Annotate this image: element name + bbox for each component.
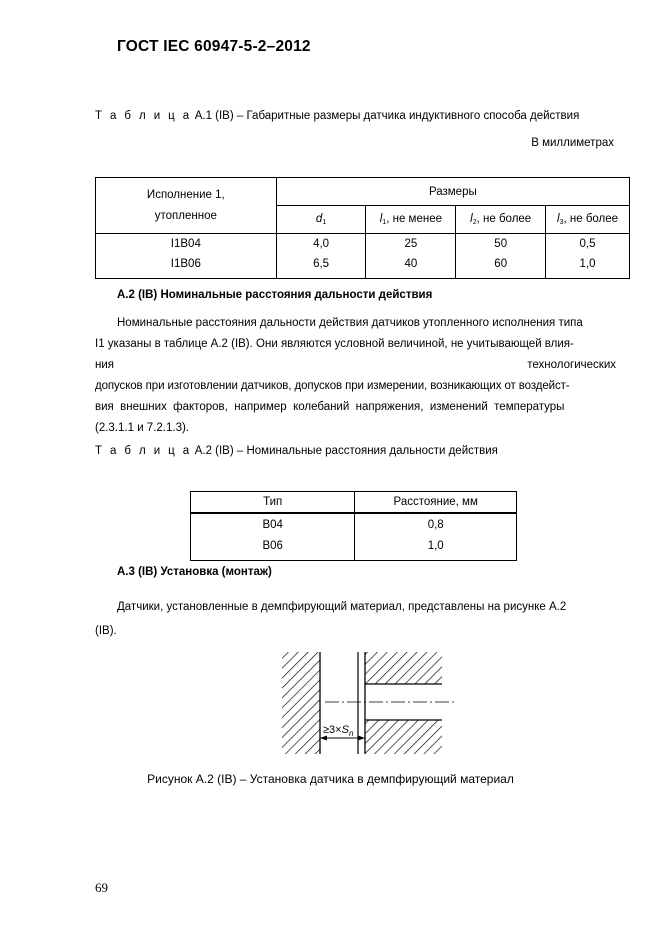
table-row xyxy=(191,535,517,561)
paragraph-line: Номинальные расстояния дальности действия датчиков утопленного исполнения типа xyxy=(117,317,583,329)
table-cell: 6,5 xyxy=(276,254,366,279)
table-cell: В06 xyxy=(191,535,355,561)
table1-units: В миллиметрах xyxy=(531,137,614,149)
table-cell: 60 xyxy=(456,254,546,279)
l2-symbol: l xyxy=(470,213,473,225)
page-number: 69 xyxy=(95,880,108,895)
paragraph-word: ния xyxy=(95,359,115,371)
paragraph-line: допусков при изготовлении датчиков, допусков при измерении, возникающих от воздейст- xyxy=(95,380,570,392)
table-cell: 0,8 xyxy=(355,513,517,535)
table2-caption-word: Т а б л и ц а xyxy=(95,445,192,457)
l3-text: , не более xyxy=(563,213,619,225)
dimensions-table xyxy=(95,177,630,279)
dimension-label-var: S xyxy=(341,724,349,736)
col-header-l3 xyxy=(546,206,630,234)
col-header-l1 xyxy=(366,206,456,234)
table-cell: 40 xyxy=(366,254,456,279)
col-header-execution-line1: Исполнение 1, xyxy=(146,189,225,201)
table-cell: 0,5 xyxy=(546,234,630,255)
paragraph-line: (IB). xyxy=(95,625,117,637)
section-a2-title: А.2 (IB) Номинальные расстояния дальности действия xyxy=(117,289,433,301)
table-row xyxy=(191,513,517,535)
paragraph-line: (2.3.1.1 и 7.2.1.3). xyxy=(95,422,190,434)
section-a2-paragraph xyxy=(95,313,616,439)
arrow-right-icon xyxy=(358,736,365,741)
figure-caption: Рисунок А.2 (IB) – Установка датчика в демпфирующий материал xyxy=(147,772,514,786)
arrow-left-icon xyxy=(320,736,327,741)
l1-symbol: l xyxy=(379,213,383,225)
lower-damping-block xyxy=(365,720,442,754)
col-header-dimensions: Размеры xyxy=(276,178,629,206)
col-header-execution-line2: утопленное xyxy=(154,210,217,222)
document-header: ГОСТ IEC 60947-5-2–2012 xyxy=(117,38,311,55)
l1-subscript: 1 xyxy=(382,219,387,226)
paragraph-line: вия внешних факторов, например колебаний напряжения, изменений температуры xyxy=(95,401,565,413)
table-cell: 1,0 xyxy=(355,535,517,561)
left-damping-wall xyxy=(282,652,320,754)
table2-caption xyxy=(95,445,498,457)
table-row xyxy=(96,254,630,279)
l2-text: , не более xyxy=(476,213,532,225)
col-header-execution xyxy=(96,178,277,234)
paragraph-line: I1 указаны в таблице А.2 (IB). Они являются условной величиной, не учитывающей влия- xyxy=(95,338,574,350)
col-header-l2 xyxy=(456,206,546,234)
upper-damping-block xyxy=(365,652,442,684)
ranges-table xyxy=(190,491,517,561)
section-a3-paragraph xyxy=(95,595,616,643)
table-cell: 25 xyxy=(366,234,456,255)
table2-caption-text: А.2 (IB) – Номинальные расстояния дальности действия xyxy=(194,445,498,457)
col-header-d1 xyxy=(276,206,366,234)
section-a3-title: А.3 (IB) Установка (монтаж) xyxy=(117,566,272,578)
col-header-type: Тип xyxy=(191,492,355,514)
table1-caption xyxy=(95,110,579,122)
table-row xyxy=(96,234,630,255)
table-cell: В04 xyxy=(191,513,355,535)
col-header-distance: Расстояние, мм xyxy=(355,492,517,514)
d-subscript: 1 xyxy=(322,219,327,226)
d-symbol: d xyxy=(315,213,323,225)
paragraph-line xyxy=(95,355,616,376)
mounting-diagram xyxy=(280,650,480,756)
paragraph-word: технологических xyxy=(527,359,616,371)
table1-caption-text: А.1 (IB) – Габаритные размеры датчика индуктивного способа действия xyxy=(194,110,580,122)
table-cell: I1B06 xyxy=(96,254,277,279)
table-cell: 50 xyxy=(456,234,546,255)
l3-symbol: l xyxy=(557,213,560,225)
l1-text: , не менее xyxy=(386,213,442,225)
table-cell: 4,0 xyxy=(276,234,366,255)
l2-subscript: 2 xyxy=(472,219,477,226)
l3-subscript: 3 xyxy=(559,219,564,226)
paragraph-line: Датчики, установленные в демпфирующий материал, представлены на рисунке А.2 xyxy=(117,601,567,613)
dimension-label-sub: n xyxy=(348,729,354,738)
table-cell: 1,0 xyxy=(546,254,630,279)
dimension-label xyxy=(323,724,354,738)
table1-caption-word: Т а б л и ц а xyxy=(95,110,192,122)
table-cell: I1B04 xyxy=(96,234,277,255)
dimension-label-prefix: ≥3× xyxy=(323,724,342,736)
